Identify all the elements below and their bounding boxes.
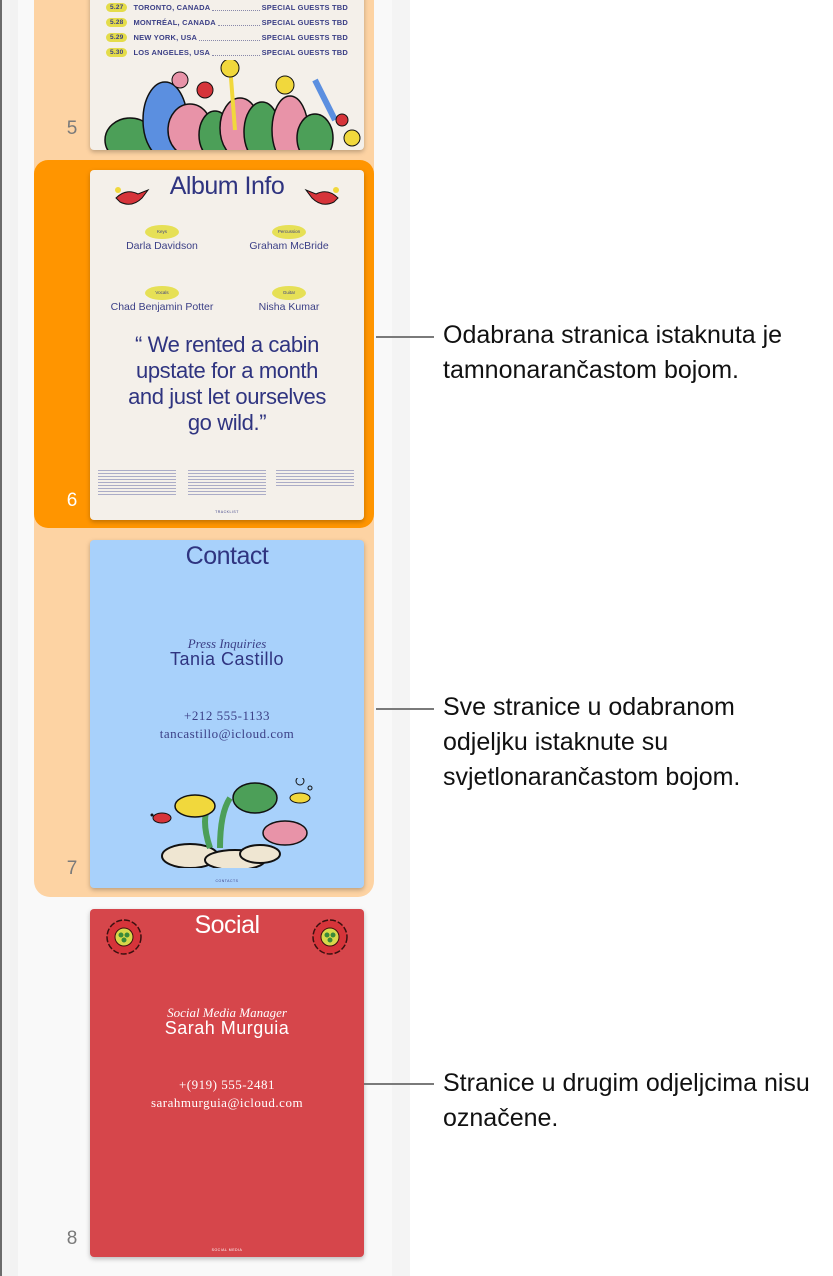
body-text-column: [188, 470, 266, 495]
body-text-column: [276, 470, 354, 488]
page-title: Album Info: [169, 172, 285, 200]
seaweed-fish-illustration: [140, 778, 330, 868]
callout-leader-line: [376, 708, 434, 710]
band-member: [97, 220, 227, 252]
callout-leader-line: [364, 1083, 434, 1085]
role-badge: Vocals: [145, 286, 179, 300]
member-name: Graham McBride: [249, 240, 329, 252]
page-number-8: 8: [66, 1228, 78, 1249]
page-title: Contact: [185, 542, 269, 570]
page-thumbnail-5[interactable]: [90, 0, 364, 150]
contact-name: Tania Castillo: [169, 649, 285, 669]
tour-city: MONTRÉAL, CANADA: [133, 17, 216, 27]
contact-email: tancastillo@icloud.com: [159, 726, 295, 741]
tour-date: 5.27: [106, 3, 127, 12]
tour-row: [106, 15, 348, 29]
tour-city: TORONTO, CANADA: [133, 2, 211, 12]
contact-phone: +(919) 555-2481: [178, 1077, 276, 1092]
contact-name: Sarah Murguia: [164, 1018, 290, 1038]
page-thumbnail-6[interactable]: [90, 170, 364, 520]
tour-guest: SPECIAL GUESTS TBD: [261, 32, 348, 42]
role-badge: Guitar: [272, 286, 306, 300]
tour-guest: SPECIAL GUESTS TBD: [261, 17, 348, 27]
tour-guest: SPECIAL GUESTS TBD: [261, 47, 348, 57]
page-thumbnail-8[interactable]: [90, 909, 364, 1257]
band-member: [97, 281, 227, 313]
page-title: Social: [194, 911, 260, 939]
tour-row: [106, 0, 348, 14]
callout-section-pages: Sve stranice u odabranom odjeljku istaknute su svjetlonarančastom bojom.: [443, 693, 741, 791]
window-gutter: [2, 0, 18, 1276]
jungle-illustration: [90, 60, 364, 150]
bird-icon: [302, 184, 342, 210]
role-badge: Percussion: [272, 225, 306, 239]
page-footer: CONTACTS: [215, 879, 239, 883]
band-member: [224, 220, 354, 252]
callout-other-sections: Stranice u drugim odjeljcima nisu označene.: [443, 1069, 810, 1132]
tour-city: LOS ANGELES, USA: [133, 47, 211, 57]
member-name: Darla Davidson: [126, 240, 198, 252]
contact-phone: +212 555-1133: [184, 708, 270, 723]
page-number-7: 7: [66, 858, 78, 879]
contact-email: sarahmurguia@icloud.com: [150, 1095, 304, 1110]
tour-date: 5.29: [106, 33, 127, 42]
tour-date: 5.28: [106, 18, 127, 27]
member-name: Nisha Kumar: [258, 301, 320, 313]
tour-row: [106, 45, 348, 59]
band-member: [224, 281, 354, 313]
flower-icon: [310, 917, 350, 957]
pull-quote: “ We rented a cabin upstate for a month and just let ourselves go wild.”: [128, 332, 326, 435]
callout-selected-page: Odabrana stranica istaknuta je tamnonarančastom bojom.: [443, 321, 783, 384]
role-badge: Keys: [145, 225, 179, 239]
tour-date: 5.30: [106, 48, 127, 57]
page-number-5: 5: [66, 118, 78, 139]
tour-row: [106, 30, 348, 44]
tour-city: NEW YORK, USA: [133, 32, 198, 42]
tour-guest: SPECIAL GUESTS TBD: [261, 2, 348, 12]
page-footer: SOCIAL MEDIA: [211, 1248, 243, 1252]
body-text-column: [98, 470, 176, 495]
member-name: Chad Benjamin Potter: [110, 301, 214, 313]
contact-role: Press Inquiries: [187, 636, 267, 651]
page-number-6: 6: [66, 490, 78, 511]
contact-role: Social Media Manager: [167, 1005, 287, 1020]
page-thumbnail-7[interactable]: [90, 540, 364, 888]
page-footer: TRACKLIST: [215, 510, 239, 514]
callout-leader-line: [376, 336, 434, 338]
